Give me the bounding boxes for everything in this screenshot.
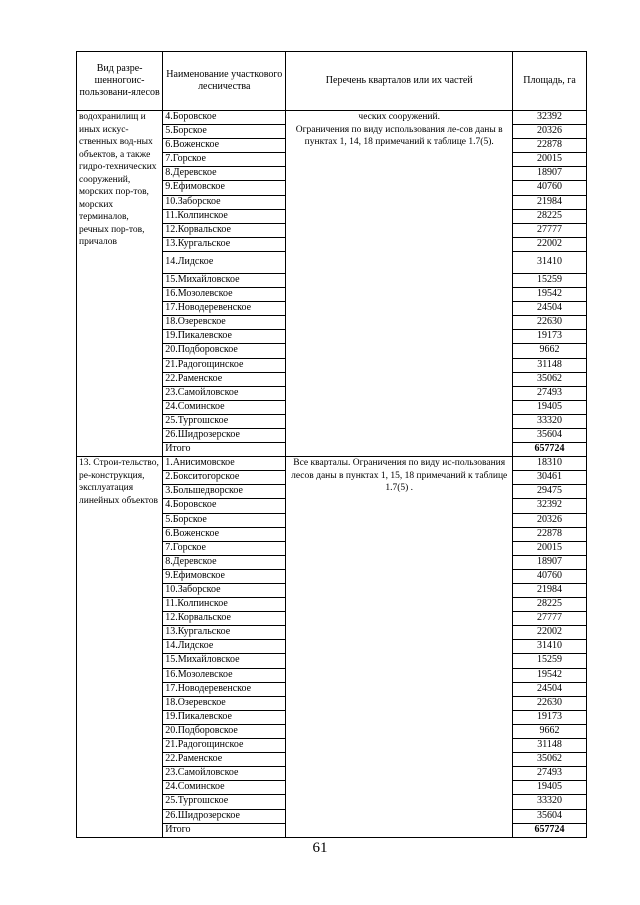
district-name-cell: 25.Тургошское — [163, 795, 286, 809]
area-cell: 18907 — [513, 167, 587, 181]
area-cell: 33320 — [513, 795, 587, 809]
area-cell: 35062 — [513, 753, 587, 767]
use-type-cell: водохранилищ и иных искус-ственных вод-ных объектов, а также гидро-технических сооружений, морских пор-тов, морских терминалов, речных пор-тов, причалов — [77, 111, 163, 457]
area-cell: 15259 — [513, 654, 587, 668]
area-cell: 19173 — [513, 710, 587, 724]
district-name-cell: 11.Колпинское — [163, 598, 286, 612]
district-name-cell: 9.Ефимовское — [163, 181, 286, 195]
district-name-cell: 7.Горское — [163, 541, 286, 555]
area-cell: 31410 — [513, 640, 587, 654]
table-body — [77, 111, 587, 838]
quarters-cell: ческих сооружений. Ограничения по виду использования ле-сов даны в пунктах 1, 14, 18 примечаний к таблице 1.7(5). — [286, 111, 513, 457]
table-row — [77, 457, 587, 471]
area-cell: 27777 — [513, 223, 587, 237]
area-cell: 18310 — [513, 457, 587, 471]
district-name-cell: 24.Соминское — [163, 781, 286, 795]
district-name-cell: 22.Раменское — [163, 372, 286, 386]
total-area: 657724 — [513, 823, 587, 837]
district-name-cell: 11.Колпинское — [163, 209, 286, 223]
district-name-cell: 7.Горское — [163, 153, 286, 167]
district-name-cell: 20.Подборовское — [163, 344, 286, 358]
area-cell: 9662 — [513, 344, 587, 358]
quarters-cell: Все кварталы. Ограничения по виду ис-пользования лесов даны в пунктах 1, 15, 18 примечаний к таблице 1.7(5) . — [286, 457, 513, 838]
total-label: Итого — [163, 823, 286, 837]
area-cell: 20326 — [513, 125, 587, 139]
table-header-row — [77, 52, 587, 111]
district-name-cell: 17.Новодеревенское — [163, 302, 286, 316]
district-name-cell: 21.Радогощинское — [163, 358, 286, 372]
area-cell: 24504 — [513, 302, 587, 316]
district-name-cell: 23.Самойловское — [163, 767, 286, 781]
area-cell: 33320 — [513, 414, 587, 428]
area-cell: 18907 — [513, 555, 587, 569]
district-name-cell: 22.Раменское — [163, 753, 286, 767]
area-cell: 22002 — [513, 237, 587, 251]
area-cell: 22878 — [513, 527, 587, 541]
area-cell: 31148 — [513, 739, 587, 753]
table-row — [77, 111, 587, 125]
district-name-cell: 26.Шидрозерское — [163, 809, 286, 823]
district-name-cell: 21.Радогощинское — [163, 739, 286, 753]
district-name-cell: 26.Шидрозерское — [163, 428, 286, 442]
area-cell: 27493 — [513, 767, 587, 781]
use-type-cell: 13. Строи-тельство, ре-конструкция, эксплуатация линейных объектов — [77, 457, 163, 838]
area-cell: 35604 — [513, 428, 587, 442]
district-name-cell: 1.Анисимовское — [163, 457, 286, 471]
district-name-cell: 14.Лидское — [163, 251, 286, 273]
forest-use-table — [76, 51, 587, 838]
district-name-cell: 8.Деревское — [163, 555, 286, 569]
area-cell: 27777 — [513, 612, 587, 626]
area-cell: 40760 — [513, 569, 587, 583]
area-cell: 35604 — [513, 809, 587, 823]
area-cell: 19173 — [513, 330, 587, 344]
header-area: Площадь, га — [513, 52, 587, 111]
district-name-cell: 9.Ефимовское — [163, 569, 286, 583]
district-name-cell: 15.Михайловское — [163, 654, 286, 668]
area-cell: 19542 — [513, 288, 587, 302]
district-name-cell: 16.Мозолевское — [163, 288, 286, 302]
district-name-cell: 16.Мозолевское — [163, 668, 286, 682]
district-name-cell: 13.Кургальское — [163, 237, 286, 251]
area-cell: 19405 — [513, 781, 587, 795]
area-cell: 20015 — [513, 153, 587, 167]
area-cell: 24504 — [513, 682, 587, 696]
area-cell: 32392 — [513, 499, 587, 513]
page-number: 61 — [312, 840, 328, 856]
district-name-cell: 8.Деревское — [163, 167, 286, 181]
header-district-name: Наименование участкового лесничества — [163, 52, 286, 111]
total-area: 657724 — [513, 443, 587, 457]
district-name-cell: 23.Самойловское — [163, 386, 286, 400]
district-name-cell: 6.Воженское — [163, 139, 286, 153]
area-cell: 27493 — [513, 386, 587, 400]
district-name-cell: 5.Борское — [163, 513, 286, 527]
area-cell: 21984 — [513, 195, 587, 209]
district-name-cell: 10.Заборское — [163, 584, 286, 598]
area-cell: 21984 — [513, 584, 587, 598]
header-quarters-list: Перечень кварталов или их частей — [286, 52, 513, 111]
district-name-cell: 10.Заборское — [163, 195, 286, 209]
area-cell: 22630 — [513, 696, 587, 710]
area-cell: 29475 — [513, 485, 587, 499]
area-cell: 20326 — [513, 513, 587, 527]
total-label: Итого — [163, 443, 286, 457]
district-name-cell: 24.Соминское — [163, 400, 286, 414]
area-cell: 28225 — [513, 209, 587, 223]
area-cell: 40760 — [513, 181, 587, 195]
header-use-type: Вид разре-шенногоис-пользовани-ялесов — [77, 52, 163, 111]
district-name-cell: 14.Лидское — [163, 640, 286, 654]
district-name-cell: 12.Корвальское — [163, 612, 286, 626]
district-name-cell: 19.Пикалевское — [163, 710, 286, 724]
area-cell: 30461 — [513, 471, 587, 485]
area-cell: 32392 — [513, 111, 587, 125]
area-cell: 19542 — [513, 668, 587, 682]
district-name-cell: 3.Большедворское — [163, 485, 286, 499]
district-name-cell: 20.Подборовское — [163, 724, 286, 738]
area-cell: 22002 — [513, 626, 587, 640]
area-cell: 20015 — [513, 541, 587, 555]
district-name-cell: 2.Бокситогорское — [163, 471, 286, 485]
district-name-cell: 18.Озеревское — [163, 696, 286, 710]
area-cell: 28225 — [513, 598, 587, 612]
district-name-cell: 18.Озеревское — [163, 316, 286, 330]
area-cell: 19405 — [513, 400, 587, 414]
district-name-cell: 5.Борское — [163, 125, 286, 139]
district-name-cell: 13.Кургальское — [163, 626, 286, 640]
area-cell: 15259 — [513, 273, 587, 287]
area-cell: 22630 — [513, 316, 587, 330]
district-name-cell: 12.Корвальское — [163, 223, 286, 237]
area-cell: 35062 — [513, 372, 587, 386]
district-name-cell: 15.Михайловское — [163, 273, 286, 287]
district-name-cell: 25.Тургошское — [163, 414, 286, 428]
district-name-cell: 19.Пикалевское — [163, 330, 286, 344]
district-name-cell: 4.Боровское — [163, 111, 286, 125]
district-name-cell: 6.Воженское — [163, 527, 286, 541]
district-name-cell: 4.Боровское — [163, 499, 286, 513]
area-cell: 9662 — [513, 724, 587, 738]
district-name-cell: 17.Новодеревенское — [163, 682, 286, 696]
area-cell: 22878 — [513, 139, 587, 153]
area-cell: 31410 — [513, 251, 587, 273]
area-cell: 31148 — [513, 358, 587, 372]
